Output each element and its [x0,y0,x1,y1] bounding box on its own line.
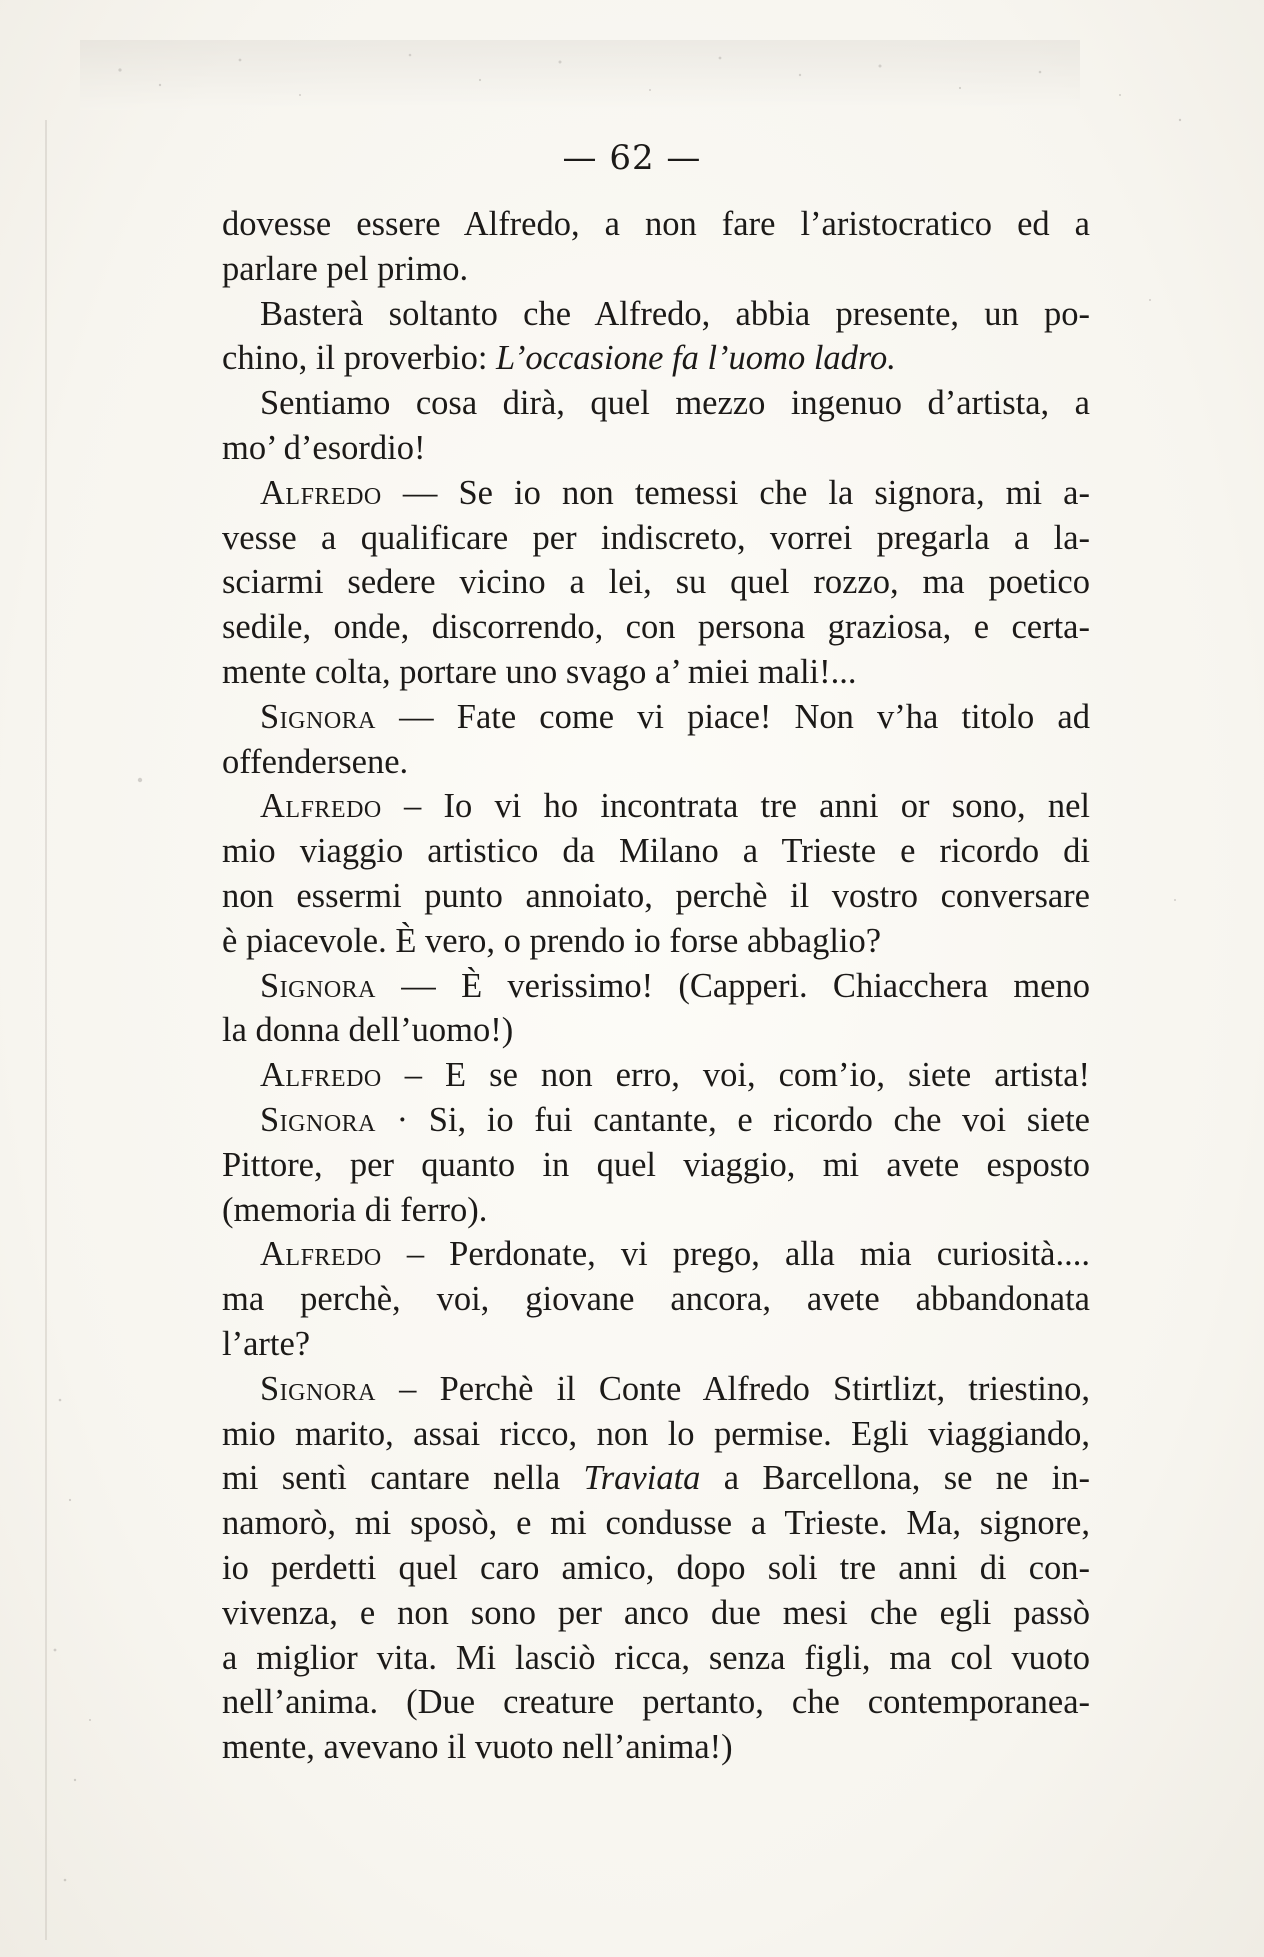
text-fragment: – E se non erro, voi, com’io, siete artista! [381,1056,1090,1095]
dialogue-entry [222,695,1090,785]
text-fragment: — Se io non temessi che la signora, mi a- [381,473,1090,512]
text-line: ma perchè, voi, giovane ancora, avete abbandonata [222,1280,1090,1319]
opera-title-italic: Traviata [583,1459,701,1498]
text-line [222,695,1090,740]
text-line: sciarmi sedere vicino a lei, su quel rozzo, ma poetico [222,563,1090,602]
text-fragment: – Io vi ho incontrata tre anni or sono, nel [381,787,1090,826]
text-line: vesse a qualificare per indiscreto, vorrei pregarla a la- [222,518,1090,557]
paragraph-2 [222,292,1090,382]
text-line: mo’ d’esordio! [222,428,426,467]
text-body [222,202,1090,1770]
speaker-name: Alfredo [260,787,382,826]
speaker-name: Signora [260,697,377,736]
text-line [222,1367,1090,1412]
text-line [222,1098,1090,1143]
dialogue-entry [222,784,1090,963]
text-line: vivenza, e non sono per anco due mesi che egli passò [222,1593,1090,1632]
text-line [222,336,1090,381]
text-fragment: – Perchè il Conte Alfredo Stirtlizt, triestino, [376,1369,1090,1408]
text-line [222,1456,1090,1501]
text-line: parlare pel primo. [222,249,469,288]
dialogue-entry [222,1367,1090,1770]
paragraph-3 [222,381,1090,471]
text-line: l’arte? [222,1324,311,1363]
proverb-italic: L’occasione fa l’uomo ladro. [496,339,896,378]
text-fragment: mi sentì cantare nella [222,1459,584,1498]
speaker-name: Alfredo [260,1056,382,1095]
text-line: io perdetti quel caro amico, dopo soli tre anni di con- [222,1548,1090,1587]
text-line: a miglior vita. Mi lasciò ricca, senza figli, ma col vuoto [222,1638,1090,1677]
text-line [222,471,1090,516]
text-line: non essermi punto annoiato, perchè il vostro conversare [222,876,1090,915]
speaker-name: Signora [260,966,377,1005]
text-fragment: chino, il proverbio: [222,339,497,378]
text-line [222,964,1090,1009]
dialogue-entry [222,1053,1090,1098]
text-fragment: — È verissimo! (Capperi. Chiacchera meno [376,966,1090,1005]
text-fragment: a Barcellona, se ne in- [700,1459,1090,1498]
text-line: nell’anima. (Due creature pertanto, che contemporanea- [222,1683,1090,1722]
dialogue-entry [222,471,1090,695]
text-line: mente colta, portare uno svago a’ miei mali!... [222,652,857,691]
speaker-name: Signora [260,1369,377,1408]
text-fragment: — Fate come vi piace! Non v’ha titolo ad [376,697,1090,736]
text-fragment: · Si, io fui cantante, e ricordo che voi siete [376,1100,1090,1139]
paragraph-1 [222,202,1090,292]
text-line: mio marito, assai ricco, non lo permise. Egli viaggiando, [222,1414,1090,1453]
text-line: è piacevole. È vero, o prendo io forse abbaglio? [222,921,882,960]
dialogue-entry [222,1098,1090,1232]
text-line: la donna dell’uomo!) [222,1011,514,1050]
text-line [222,784,1090,829]
text-fragment: – Perdonate, vi prego, alla mia curiosità.... [381,1235,1090,1274]
text-line: dovesse essere Alfredo, a non fare l’aristocratico ed a [222,205,1090,243]
text-line: offendersene. [222,742,409,781]
text-line: sedile, onde, discorrendo, con persona graziosa, e certa- [222,608,1090,647]
dialogue-entry [222,1232,1090,1366]
text-line: (memoria di ferro). [222,1190,488,1229]
page-number: — 62 — [562,138,702,178]
text-line: Sentiamo cosa dirà, quel mezzo ingenuo d’artista, a [260,384,1090,423]
text-line: mente, avevano il vuoto nell’anima!) [222,1728,733,1767]
text-line: mio viaggio artistico da Milano a Trieste e ricordo di [222,832,1090,871]
speaker-name: Alfredo [260,473,382,512]
text-line [222,1232,1090,1277]
speaker-name: Alfredo [260,1235,382,1274]
text-line: Pittore, per quanto in quel viaggio, mi avete esposto [222,1145,1090,1184]
text-line: Basterà soltanto che Alfredo, abbia presente, un po- [260,294,1090,333]
text-line [222,1053,1090,1098]
text-line: namorò, mi sposò, e mi condusse a Trieste. Ma, signore, [222,1504,1090,1543]
dialogue-entry [222,964,1090,1054]
speaker-name: Signora [260,1100,377,1139]
